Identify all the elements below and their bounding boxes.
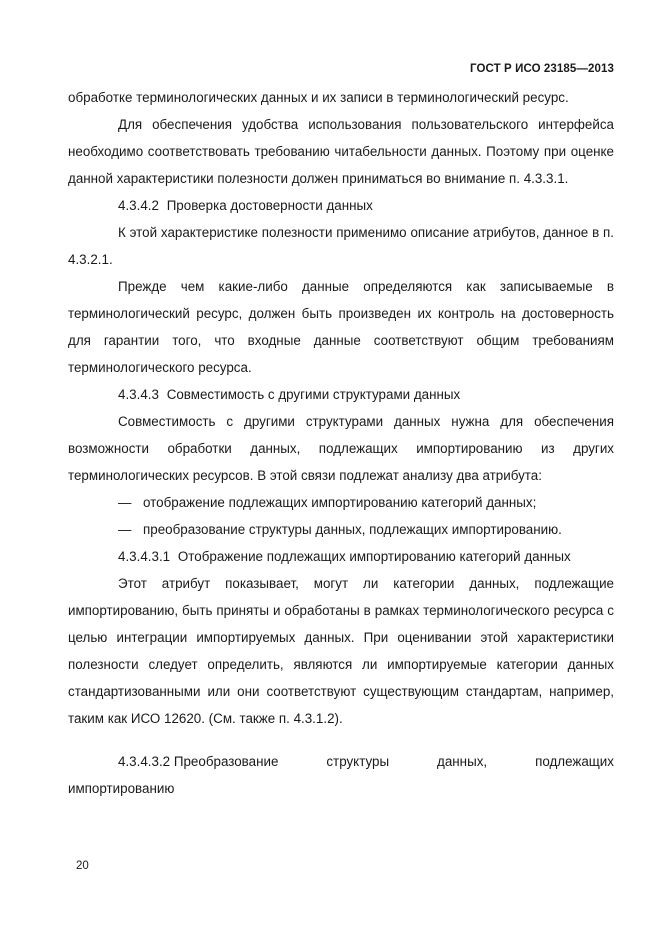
- list-item: [68, 516, 614, 543]
- list-item: [68, 489, 614, 516]
- list-item-text: преобразование структуры данных, подлежащих импортированию.: [143, 522, 562, 537]
- paragraph-continuation: обработке терминологических данных и их записи в терминологический ресурс.: [68, 90, 569, 105]
- section-number: 4.3.4.3: [118, 387, 159, 402]
- section-number: 4.3.4.3.1: [118, 549, 171, 564]
- heading-word: Преобразование: [173, 754, 279, 769]
- document-body: [68, 84, 614, 802]
- section-heading-4-3-4-3-1: [68, 543, 614, 570]
- list-dash: —: [118, 495, 132, 510]
- section-number-and-word: [118, 748, 278, 775]
- section-title: Совместимость с другими структурами данных: [166, 387, 461, 402]
- section-number: 4.3.4.3.2: [118, 754, 171, 769]
- section-heading-4-3-4-2: [68, 192, 614, 219]
- paragraph-validation: Прежде чем какие-либо данные определяются как записываемые в терминологический ресурс, должен быть произведен их контроль на достоверность для гарантии того, что входные данные соответствуют общим требованиям терминологического ресурса.: [68, 279, 614, 375]
- list-dash: —: [118, 522, 132, 537]
- page-number: 20: [76, 860, 89, 872]
- heading-continuation: импортированию: [68, 781, 175, 796]
- section-heading-4-3-4-3-2: [68, 748, 614, 775]
- paragraph-mapping: Этот атрибут показывает, могут ли категории данных, подлежащие импортированию, быть приняты и обработаны в рамках терминологического ресурса с целью интеграции импортируемых данных. При оценивании этой характеристики полезности следует определить, являются ли импортируемые категории данных стандартизованными или они соответствуют существующим стандартам, например, таким как ИСО 12620. (См. также п. 4.3.1.2).: [68, 576, 614, 726]
- document-header: ГОСТ Р ИСО 23185—2013: [469, 63, 614, 75]
- section-number: 4.3.4.2: [118, 198, 159, 213]
- paragraph-compatibility: Совместимость с другими структурами данных нужна для обеспечения возможности обработки данных, подлежащих импортированию из других терминологических ресурсов. В этой связи подлежат анализу два атрибута:: [68, 414, 614, 483]
- heading-word: данных,: [437, 754, 488, 769]
- heading-word: подлежащих: [535, 754, 614, 769]
- paragraph-attributes: К этой характеристике полезности применимо описание атрибутов, данное в п. 4.3.2.1.: [68, 225, 614, 267]
- paragraph-usability: Для обеспечения удобства использования пользовательского интерфейса необходимо соответствовать требованию читабельности данных. Поэтому при оценке данной характеристики полезности должен приниматься во внимание п. 4.3.3.1.: [68, 117, 614, 186]
- section-heading-4-3-4-3: [68, 381, 614, 408]
- list-item-text: отображение подлежащих импортированию категорий данных;: [143, 495, 537, 510]
- heading-word: структуры: [326, 754, 390, 769]
- section-title: Проверка достоверности данных: [166, 198, 373, 213]
- section-title: Отображение подлежащих импортированию категорий данных: [177, 549, 571, 564]
